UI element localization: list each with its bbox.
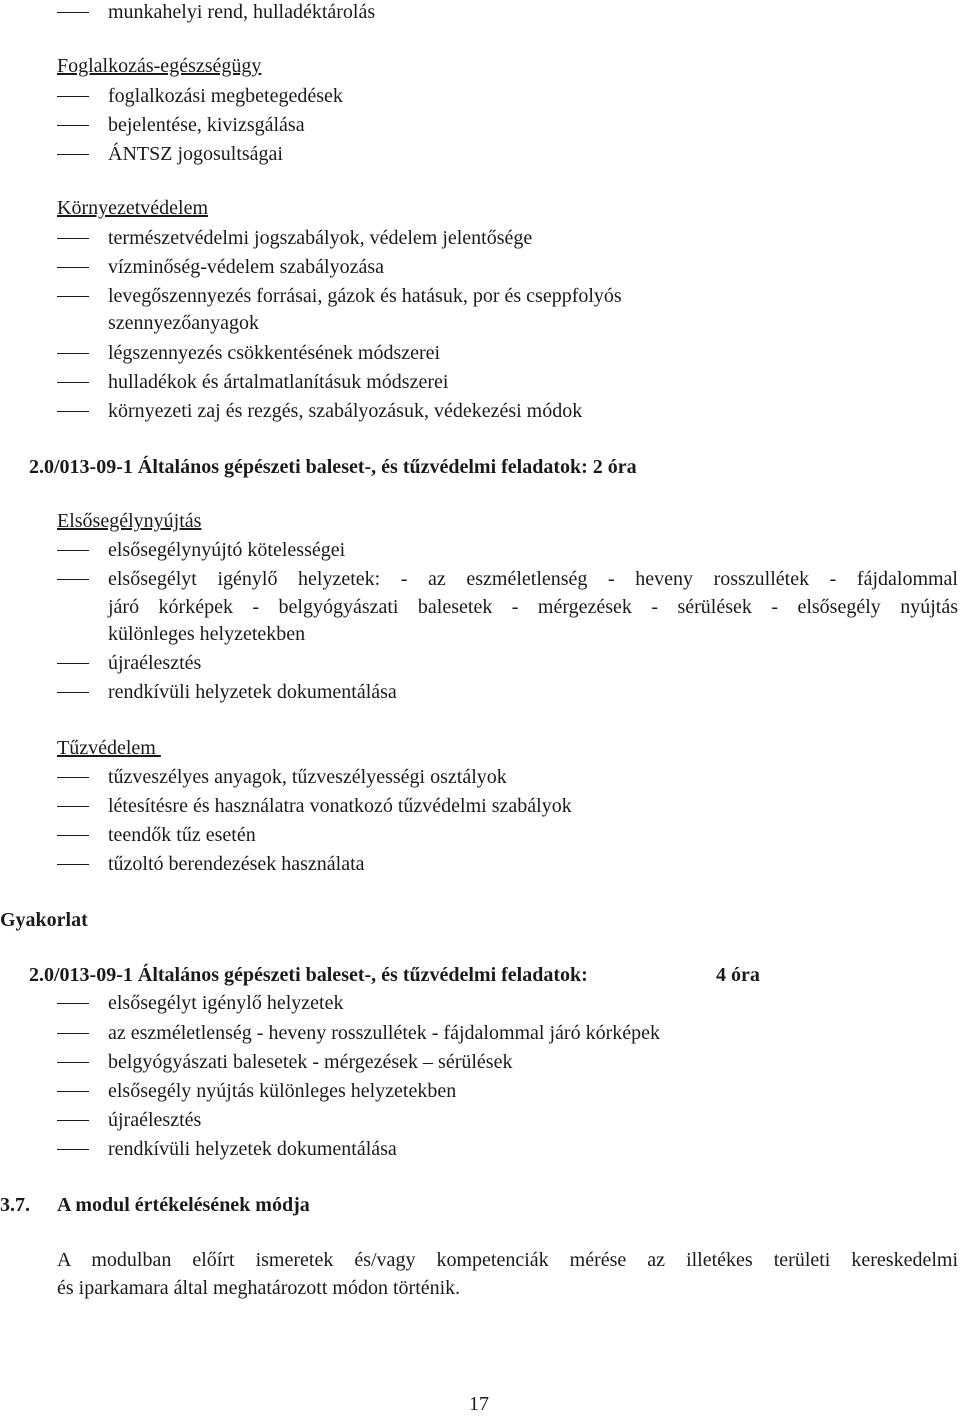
list-dash (57, 353, 89, 354)
topic-hours: 4 óra (716, 964, 760, 986)
list-item: vízminőség-védelem szabályozása (108, 256, 384, 278)
list-item: elsősegély nyújtás különleges helyzetekben (108, 1080, 457, 1102)
list-dash (57, 835, 89, 836)
list-dash (57, 550, 89, 551)
list-dash (57, 1120, 89, 1121)
section-heading: Tűzvédelem (57, 737, 161, 759)
list-item: elsősegélynyújtó kötelességei (108, 539, 346, 561)
list-dash (57, 806, 89, 807)
list-item: újraélesztés (108, 1109, 202, 1131)
topic-heading: 2.0/013-09-1 Általános gépészeti baleset-, és tűzvédelmi feladatok: 2 óra (29, 456, 637, 478)
list-dash (57, 1062, 89, 1063)
list-dash (57, 96, 89, 97)
list-item: levegőszennyezés forrásai, gázok és hatásuk, por és cseppfolyós (108, 285, 622, 307)
practice-label: Gyakorlat (0, 909, 88, 931)
list-item-continuation: különleges helyzetekben (108, 623, 306, 645)
list-dash (57, 1091, 89, 1092)
section-heading: Elsősegélynyújtás (57, 510, 202, 532)
list-item: tűzveszélyes anyagok, tűzveszélyességi osztályok (108, 766, 507, 788)
list-dash (57, 154, 89, 155)
list-dash (57, 296, 89, 297)
list-item-continuation: szennyezőanyagok (108, 312, 260, 334)
list-dash (57, 1003, 89, 1004)
list-dash (57, 579, 89, 580)
list-dash (57, 1033, 89, 1034)
list-dash (57, 125, 89, 126)
list-item-continuation: járó kórképek - belgyógyászati balesetek - mérgezések - sérülések - elsősegély nyújtás (108, 596, 958, 618)
list-dash (57, 382, 89, 383)
list-dash (57, 411, 89, 412)
list-item: hulladékok és ártalmatlanításuk módszerei (108, 371, 449, 393)
list-dash (57, 12, 89, 13)
list-item: munkahelyi rend, hulladéktárolás (108, 1, 376, 23)
list-item: környezeti zaj és rezgés, szabályozásuk, védekezési módok (108, 400, 583, 422)
list-dash (57, 238, 89, 239)
section-number: 3.7. (0, 1194, 30, 1216)
list-item: természetvédelmi jogszabályok, védelem jelentősége (108, 227, 533, 249)
evaluation-text: A modulban előírt ismeretek és/vagy kompetenciák mérése az illetékes területi kereskedelmi (57, 1249, 958, 1271)
list-item: tűzoltó berendezések használata (108, 853, 365, 875)
list-item: rendkívüli helyzetek dokumentálása (108, 681, 397, 703)
list-dash (57, 692, 89, 693)
list-item: bejelentése, kivizsgálása (108, 114, 305, 136)
list-dash (57, 864, 89, 865)
list-dash (57, 777, 89, 778)
section-title: A modul értékelésének módja (57, 1194, 310, 1216)
list-item: ÁNTSZ jogosultságai (108, 143, 283, 165)
page-number: 17 (469, 1393, 489, 1415)
list-item: elsősegélyt igénylő helyzetek: - az eszméletlenség - heveny rosszullétek - fájdalommal (108, 568, 958, 590)
list-item: belgyógyászati balesetek - mérgezések – sérülések (108, 1051, 513, 1073)
list-item: teendők tűz esetén (108, 824, 256, 846)
topic-heading: 2.0/013-09-1 Általános gépészeti baleset-, és tűzvédelmi feladatok: (29, 964, 588, 986)
list-item: légszennyezés csökkentésének módszerei (108, 342, 441, 364)
list-dash (57, 663, 89, 664)
list-item: újraélesztés (108, 652, 202, 674)
list-item: létesítésre és használatra vonatkozó tűzvédelmi szabályok (108, 795, 572, 817)
section-heading: Foglalkozás-egészségügy (57, 55, 262, 77)
list-dash (57, 267, 89, 268)
section-heading: Környezetvédelem (57, 197, 209, 219)
list-item: rendkívüli helyzetek dokumentálása (108, 1138, 397, 1160)
evaluation-text: és iparkamara által meghatározott módon történik. (57, 1277, 461, 1299)
list-item: foglalkozási megbetegedések (108, 85, 343, 107)
list-item: az eszméletlenség - heveny rosszullétek - fájdalommal járó kórképek (108, 1022, 660, 1044)
list-item: elsősegélyt igénylő helyzetek (108, 992, 344, 1014)
list-dash (57, 1149, 89, 1150)
